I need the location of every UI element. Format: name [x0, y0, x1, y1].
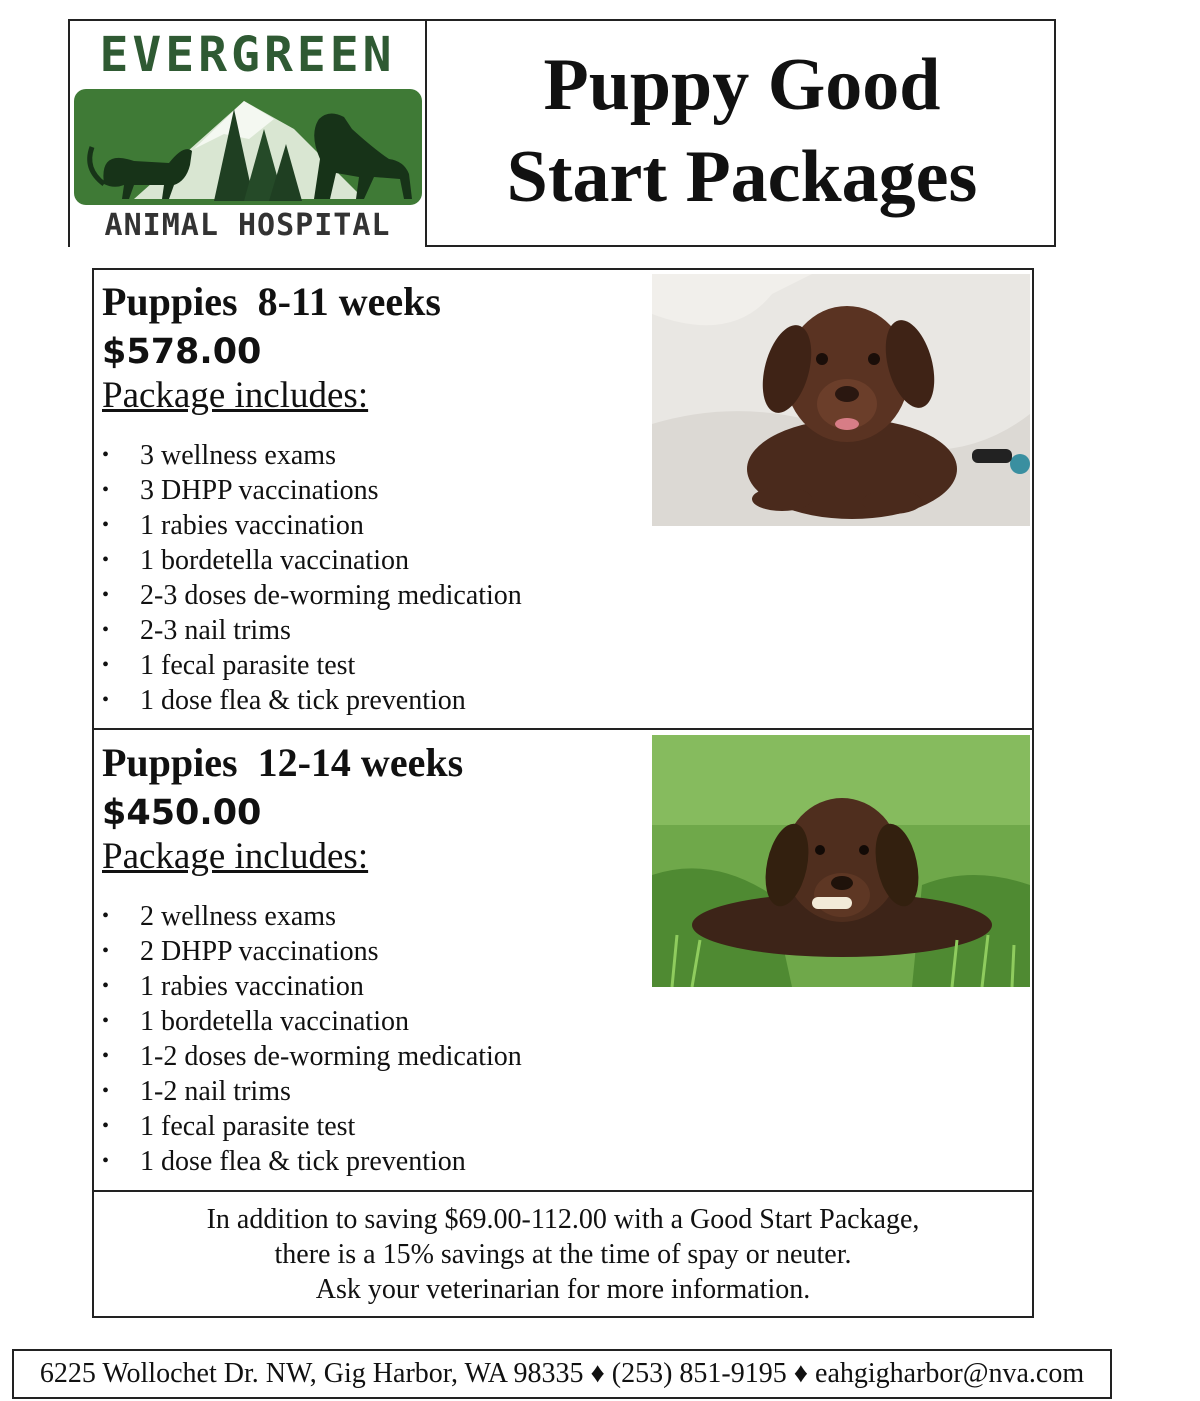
puppy-photo-grass [652, 735, 1030, 987]
package-8-11-weeks [94, 270, 1032, 730]
logo-bottom-text: ANIMAL HOSPITAL [104, 208, 391, 243]
title-line-2: Start Packages [506, 136, 978, 218]
list-item: • 2 DHPP vaccinations [102, 936, 379, 967]
list-item: • 1-2 doses de-worming medication [102, 1041, 522, 1072]
header [68, 19, 1056, 247]
bullet-icon: • [102, 1080, 110, 1102]
bullet-icon: • [102, 975, 110, 997]
bullet-icon: • [102, 619, 110, 641]
bullet-icon: • [102, 689, 110, 711]
list-item: • 2 wellness exams [102, 901, 336, 932]
bullet-icon: • [102, 654, 110, 676]
packages-box [92, 268, 1034, 1318]
puppy-in-grass-icon [652, 735, 1030, 987]
package-items-list [102, 899, 522, 1179]
list-item: • 1-2 nail trims [102, 1076, 291, 1107]
package-price: $450.00 [102, 793, 262, 833]
list-item: • 1 bordetella vaccination [102, 545, 409, 576]
title-line-1: Puppy Good [543, 44, 941, 126]
package-title: Puppies 12-14 weeks [102, 740, 464, 785]
list-item: • 1 bordetella vaccination [102, 1006, 409, 1037]
note-line-1: In addition to saving $69.00-112.00 with a Good Start Package, [206, 1204, 920, 1235]
bullet-icon: • [102, 940, 110, 962]
list-item: • 3 wellness exams [102, 440, 336, 471]
bullet-icon: • [102, 584, 110, 606]
package-price: $578.00 [102, 332, 262, 372]
logo-illustration [74, 89, 422, 205]
list-item: • 1 dose flea & tick prevention [102, 685, 466, 716]
puppy-photo-blanket [652, 274, 1030, 526]
bullet-icon: • [102, 514, 110, 536]
list-item: • 1 fecal parasite test [102, 650, 356, 681]
package-includes-label: Package includes: [102, 375, 369, 416]
puppy-on-blanket-icon [652, 274, 1030, 526]
note-line-3: Ask your veterinarian for more information. [315, 1274, 811, 1305]
logo-scene-icon [74, 89, 422, 205]
bullet-icon: • [102, 479, 110, 501]
savings-note [94, 1194, 1032, 1316]
bullet-icon: • [102, 444, 110, 466]
logo-top-text: EVERGREEN [99, 27, 396, 83]
bullet-icon: • [102, 1045, 110, 1067]
list-item: • 2-3 doses de-worming medication [102, 580, 522, 611]
list-item: • 2-3 nail trims [102, 615, 291, 646]
contact-footer: 6225 Wollochet Dr. NW, Gig Harbor, WA 98335 ♦ (253) 851-9195 ♦ eahgigharbor@nva.com [12, 1349, 1112, 1399]
bullet-icon: • [102, 549, 110, 571]
bullet-icon: • [102, 905, 110, 927]
package-items-list [102, 438, 522, 718]
list-item: • 1 rabies vaccination [102, 971, 364, 1002]
bullet-icon: • [102, 1115, 110, 1137]
list-item: • 3 DHPP vaccinations [102, 475, 379, 506]
list-item: • 1 rabies vaccination [102, 510, 364, 541]
package-includes-label: Package includes: [102, 836, 369, 877]
bullet-icon: • [102, 1150, 110, 1172]
note-line-2: there is a 15% savings at the time of spay or neuter. [274, 1239, 852, 1270]
package-12-14-weeks [94, 731, 1032, 1192]
package-title: Puppies 8-11 weeks [102, 279, 441, 324]
bullet-icon: • [102, 1010, 110, 1032]
list-item: • 1 fecal parasite test [102, 1111, 356, 1142]
evergreen-logo [70, 21, 427, 247]
list-item: • 1 dose flea & tick prevention [102, 1146, 466, 1177]
page-title [428, 21, 1056, 247]
